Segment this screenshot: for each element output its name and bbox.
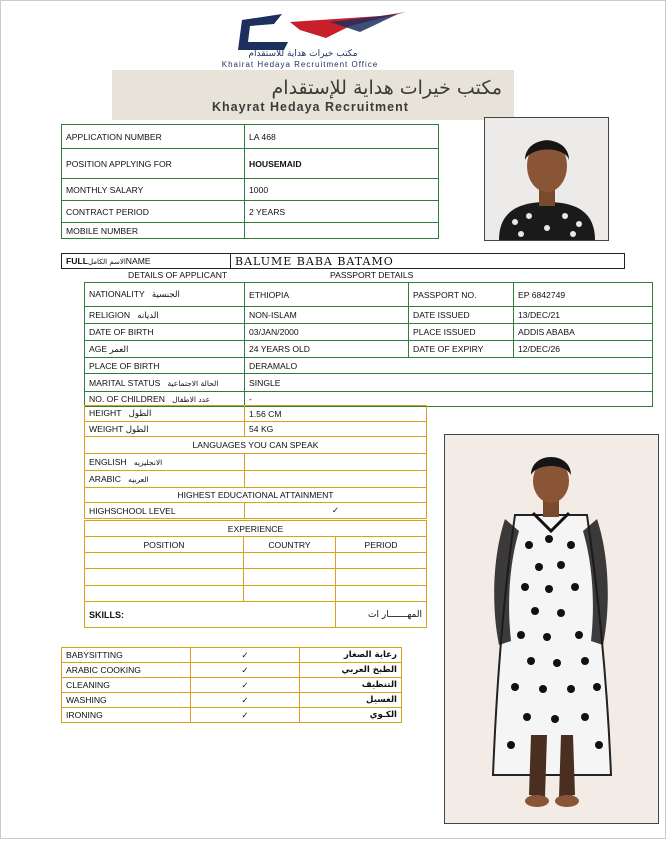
application-number-value: LA 468 xyxy=(245,125,439,149)
weight-value: 54 KG xyxy=(245,422,427,437)
nationality-label: NATIONALITY الجنسية xyxy=(85,283,245,307)
fullname-label-en2: NAME xyxy=(125,256,151,266)
religion-value: NON-ISLAM xyxy=(245,307,409,324)
exp-col-country: COUNTRY xyxy=(244,537,336,553)
company-logo xyxy=(221,8,430,69)
experience-table xyxy=(84,520,427,628)
marital-status-value: SINGLE xyxy=(245,374,653,392)
exp-cell xyxy=(336,569,427,586)
skills-label: SKILLS: xyxy=(85,602,336,628)
fullname-value: BALUME BABA BATAMO xyxy=(231,254,625,269)
applicant-headshot-photo xyxy=(484,117,609,241)
fullname-table xyxy=(61,253,625,269)
religion-label: RELIGION الديانه xyxy=(85,307,245,324)
salary-value: 1000 xyxy=(245,179,439,201)
arabic-label: ARABIC العربيه xyxy=(85,471,245,488)
age-value: 24 YEARS OLD xyxy=(245,341,409,358)
skill-ar: الغسيل xyxy=(300,693,402,708)
exp-cell xyxy=(336,553,427,569)
place-issued-value: ADDIS ABABA xyxy=(514,324,653,341)
marital-status-label: MARITAL STATUS الحالة الاجتماعية xyxy=(85,374,245,392)
applicant-fullbody-photo xyxy=(444,434,659,824)
skill-check: ✓ xyxy=(191,648,300,663)
skill-ar: رعاية الصغار xyxy=(300,648,402,663)
passport-no-value: EP 6842749 xyxy=(514,283,653,307)
date-issued-label: DATE ISSUED xyxy=(409,307,514,324)
fullname-label xyxy=(62,254,231,269)
age-label: AGE العمر xyxy=(85,341,245,358)
banner-arabic: مكتب خيرات هداية للإستقدام xyxy=(271,77,502,99)
skill-arabic-cooking: ARABIC COOKING xyxy=(62,663,191,678)
skill-ironing: IRONING xyxy=(62,708,191,723)
mobile-value xyxy=(245,223,439,239)
contract-value: 2 YEARS xyxy=(245,201,439,223)
physical-table xyxy=(84,405,427,519)
education-label: HIGHSCHOOL LEVEL xyxy=(85,503,245,519)
education-check: ✓ xyxy=(245,503,427,519)
mobile-label: MOBILE NUMBER xyxy=(62,223,245,239)
fullname-label-ar: الاسم الكامل xyxy=(87,258,126,266)
place-issued-label: PLACE ISSUED xyxy=(409,324,514,341)
details-of-applicant-header: DETAILS OF APPLICANT xyxy=(128,270,228,280)
arabic-value xyxy=(245,471,427,488)
skill-check: ✓ xyxy=(191,663,300,678)
skill-check: ✓ xyxy=(191,678,300,693)
logo-arabic: مكتب خيرات هداية للاستقدام xyxy=(248,49,358,59)
children-label: NO. OF CHILDREN عدد الاطفال xyxy=(85,392,245,407)
application-number-label: APPLICATION NUMBER xyxy=(62,125,245,149)
skills-label-ar: المهـــــــار ات xyxy=(336,602,427,628)
exp-cell xyxy=(85,553,244,569)
passport-no-label: PASSPORT NO. xyxy=(409,283,514,307)
place-of-birth-label: PLACE OF BIRTH xyxy=(85,358,245,374)
exp-col-position: POSITION xyxy=(85,537,244,553)
logo-english: Khairat Hedaya Recruitment Office xyxy=(221,60,379,69)
english-label: ENGLISH الانجليزيه xyxy=(85,454,245,471)
skills-table xyxy=(61,647,402,723)
height-value: 1.56 CM xyxy=(245,406,427,422)
date-expiry-value: 12/DEC/26 xyxy=(514,341,653,358)
exp-col-period: PERIOD xyxy=(336,537,427,553)
salary-label: MONTHLY SALARY xyxy=(62,179,245,201)
skill-cleaning: CLEANING xyxy=(62,678,191,693)
banner-english: Khayrat Hedaya Recruitment xyxy=(212,100,409,114)
english-value xyxy=(245,454,427,471)
skill-babysitting: BABYSITTING xyxy=(62,648,191,663)
position-label: POSITION APPLYING FOR xyxy=(62,149,245,179)
contract-label: CONTRACT PERIOD xyxy=(62,201,245,223)
company-banner xyxy=(112,70,514,120)
exp-cell xyxy=(336,586,427,602)
weight-label: WEIGHT الطول xyxy=(85,422,245,437)
children-value: - xyxy=(245,392,653,407)
skill-washing: WASHING xyxy=(62,693,191,708)
position-value: HOUSEMAID xyxy=(245,149,439,179)
skill-check: ✓ xyxy=(191,708,300,723)
exp-cell xyxy=(244,586,336,602)
fullname-label-en1: FULL xyxy=(66,256,88,266)
date-issued-value: 13/DEC/21 xyxy=(514,307,653,324)
place-of-birth-value: DERAMALO xyxy=(245,358,653,374)
date-expiry-label: DATE OF EXPIRY xyxy=(409,341,514,358)
height-label: HEIGHT الطول xyxy=(85,406,245,422)
dob-value: 03/JAN/2000 xyxy=(245,324,409,341)
exp-cell xyxy=(85,586,244,602)
experience-title: EXPERIENCE xyxy=(85,521,427,537)
exp-cell xyxy=(244,553,336,569)
passport-details-header: PASSPORT DETAILS xyxy=(330,270,414,280)
education-title: HIGHEST EDUCATIONAL ATTAINMENT xyxy=(85,488,427,503)
skill-check: ✓ xyxy=(191,693,300,708)
details-table xyxy=(84,282,653,407)
exp-cell xyxy=(85,569,244,586)
exp-cell xyxy=(244,569,336,586)
languages-title: LANGUAGES YOU CAN SPEAK xyxy=(85,437,427,454)
skill-ar: الطبخ العربي xyxy=(300,663,402,678)
nationality-value: ETHIOPIA xyxy=(245,283,409,307)
application-table xyxy=(61,124,439,239)
dob-label: DATE OF BIRTH xyxy=(85,324,245,341)
skill-ar: الكـوي xyxy=(300,708,402,723)
skill-ar: التنظيف xyxy=(300,678,402,693)
